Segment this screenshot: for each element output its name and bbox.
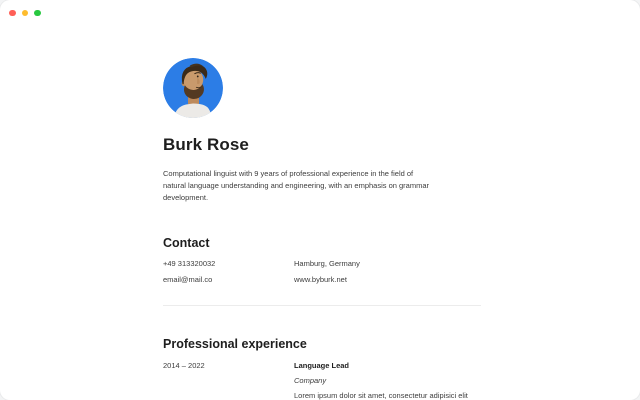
resume-content	[163, 58, 481, 400]
zoom-icon[interactable]	[34, 10, 41, 17]
website-link[interactable]: www.byburk.net	[294, 275, 347, 284]
avatar	[163, 58, 223, 118]
experience-heading: Professional experience	[163, 337, 307, 351]
experience-title: Language Lead	[294, 361, 350, 370]
window-titlebar	[0, 0, 640, 26]
experience-section	[163, 337, 481, 400]
window-controls	[9, 10, 41, 17]
contact-heading: Contact	[163, 236, 210, 250]
experience-entry	[163, 360, 481, 400]
profile-summary: Computational linguist with 9 years of professional experience in the field of natural language understanding and engineering, with an emphasis on grammar development.	[163, 169, 430, 202]
profile-name: Burk Rose	[163, 135, 249, 154]
experience-description: Lorem ipsum dolor sit amet, consectetur adipisici elit	[294, 391, 468, 400]
experience-dates: 2014 – 2022	[163, 361, 205, 370]
contact-grid	[163, 258, 481, 286]
minimize-icon[interactable]	[22, 10, 29, 17]
close-icon[interactable]	[9, 10, 16, 17]
contact-section	[163, 236, 481, 286]
location-value: Hamburg, Germany	[294, 259, 360, 268]
phone-value: +49 313320032	[163, 259, 216, 268]
experience-details	[294, 360, 481, 400]
email-link[interactable]: email@mail.co	[163, 275, 213, 284]
experience-company: Company	[294, 376, 327, 385]
section-divider	[163, 305, 481, 306]
